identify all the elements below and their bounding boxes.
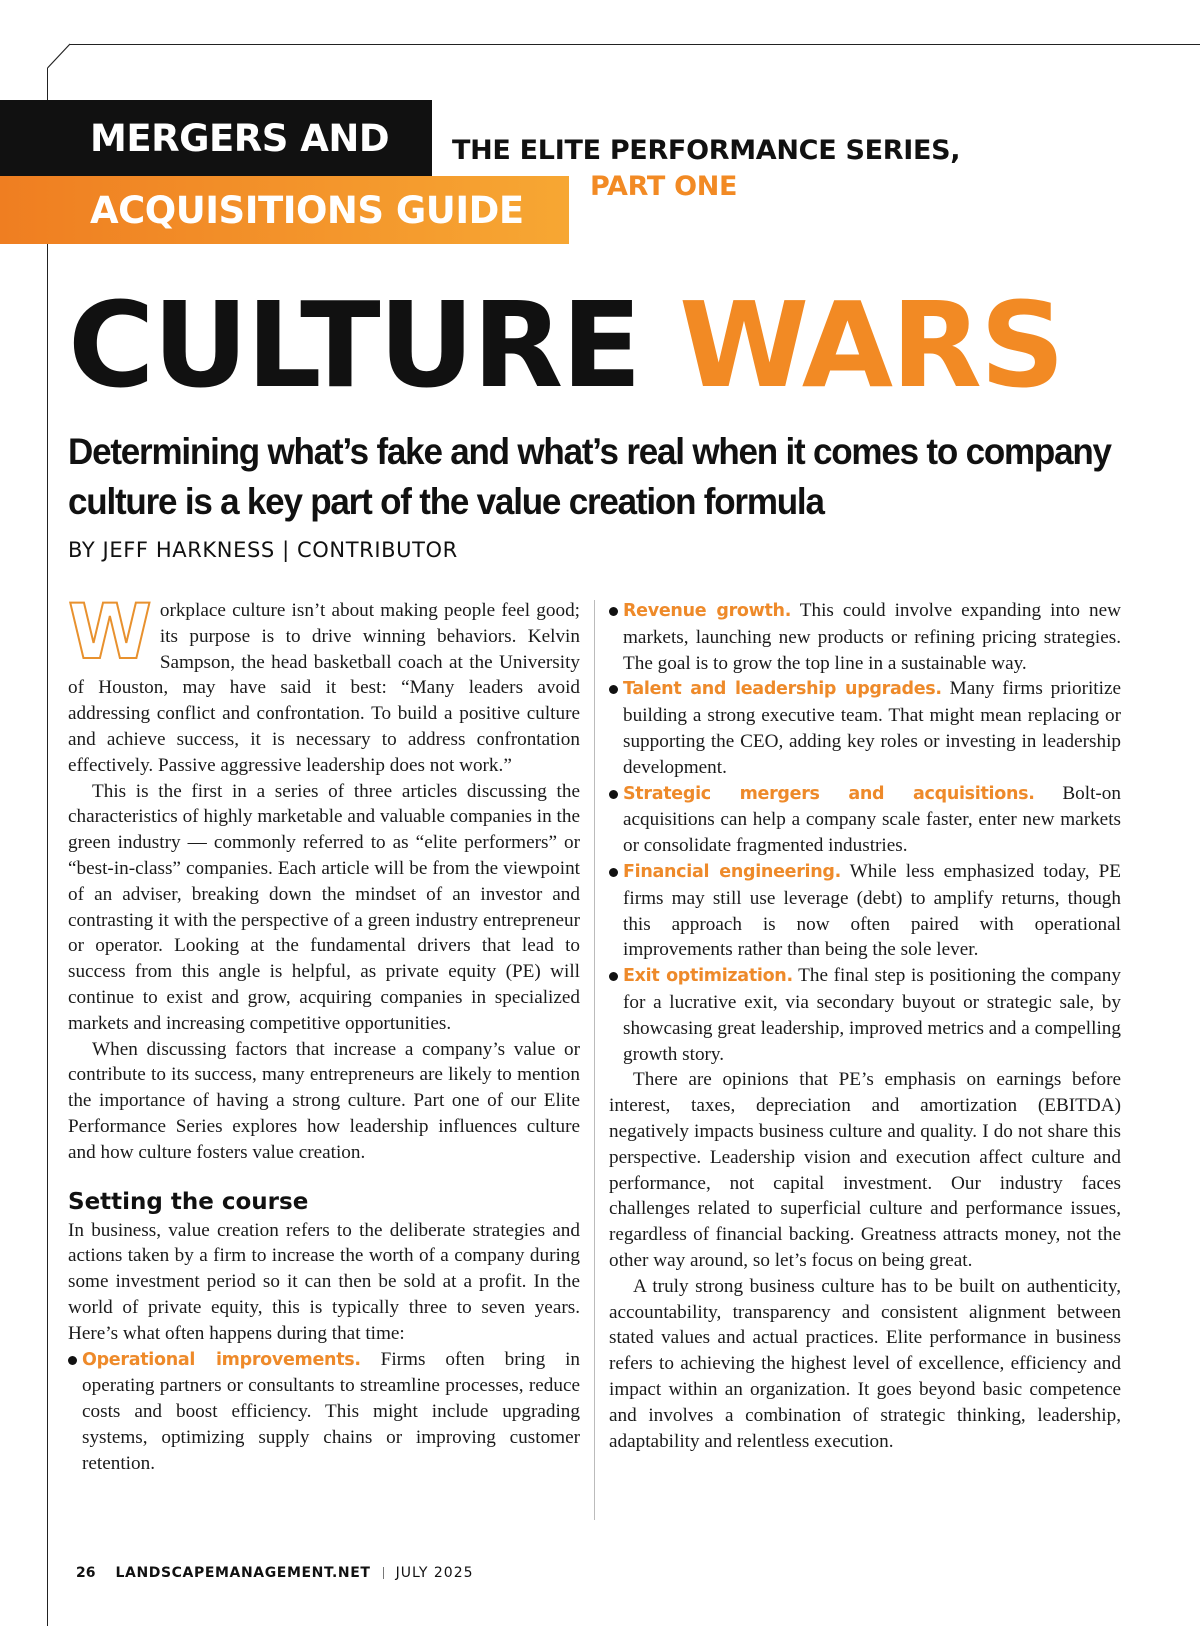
bullet-lead: Exit optimization. — [623, 966, 793, 987]
bullet-lead: Revenue growth. — [623, 601, 792, 621]
intro-paragraph — [68, 587, 580, 779]
frame-top-rule — [70, 44, 1200, 45]
bullet-dot-icon — [609, 607, 618, 616]
bullet-item — [609, 781, 1121, 859]
body-paragraph: This is the first in a series of three articles discussing the characteristics of highly marketable and valuable companies in the green industry — commonly referred to as “elite performers” or “best-in-class” companies. Each article will be from the viewpoint of an adviser, breaking down the mindset of an investor and contrasting it with the perspective of a green industry entrepreneur or operator. Looking at the fundamental drivers that lead to success from this angle is helpful, as private equity (PE) will continue to exist and grow, acquiring companies in specialized markets and increasing competitive opportunities. — [68, 780, 580, 1034]
column-divider — [594, 600, 595, 1520]
bullet-item — [609, 963, 1121, 1067]
bullet-text: This could involve expanding into new markets, launching new products or refining pricing strategies. The goal is to grow the top line in a sustainable way. — [623, 600, 1121, 674]
bullet-dot-icon — [68, 1356, 77, 1365]
headline-orange-word: WARS — [678, 276, 1063, 414]
bullet-dot-icon — [609, 972, 618, 981]
body-paragraph: There are opinions that PE’s emphasis on earnings before interest, taxes, depreciation and amortization (EBITDA) negatively impacts business culture and quality. I do not share this perspective. Leadership vision and execution affect culture and performance, not capital investment. Our industry faces challenges related to superficial culture and performance issues, regardless of financial backing. Greatness attracts money, not the other way around, so let’s focus on being great. — [609, 1069, 1121, 1271]
body-paragraph: In business, value creation refers to the deliberate strategies and actions taken by a firm to increase the worth of a company during some investment period so it can then be sold at a profit. In the world of private equity, this is typically three to seven years. Here’s what often happens during that time: — [68, 1219, 580, 1344]
bullet-text: While less emphasized today, PE firms may still use leverage (debt) to amplify returns, though this approach is now often paired with operational improvements rather than being the sole lever. — [623, 860, 1121, 961]
article-deck: Determining what’s fake and what’s real when it comes to company culture is a key part of the value creation formula — [68, 431, 1111, 523]
bullet-item — [609, 859, 1121, 963]
left-column — [68, 587, 580, 1477]
bullet-lead: Talent and leadership upgrades. — [623, 679, 942, 700]
headline-black-word: CULTURE — [68, 276, 640, 414]
body-paragraph: When discussing factors that increase a company’s value or contribute to its success, many entrepreneurs are likely to mention the importance of having a strong culture. Part one of our Elite Performance Series explores how leadership influences culture and how culture fosters value creation. — [68, 1038, 580, 1163]
article-byline: BY JEFF HARKNESS | CONTRIBUTOR — [68, 538, 458, 562]
bullet-text: Many firms prioritize building a strong executive team. That might mean replacing or supporting the CEO, adding key roles or investing in leadership development. — [623, 678, 1122, 778]
publication-site: LANDSCAPEMANAGEMENT.NET — [115, 1565, 371, 1581]
footer-separator — [383, 1567, 384, 1579]
bullet-item — [609, 676, 1121, 780]
frame-left-rule — [47, 68, 48, 1626]
bullet-text: The final step is positioning the company for a lucrative exit, via secondary buyout or strategic sale, by showcasing great leadership, improved metrics and a compelling growth story. — [623, 965, 1121, 1065]
guide-title-line1: MERGERS AND — [90, 117, 390, 160]
frame-corner-bevel — [40, 30, 80, 70]
bullet-dot-icon — [609, 790, 618, 799]
bullet-item — [609, 598, 1121, 676]
issue-date: JULY 2025 — [395, 1565, 474, 1581]
bullet-dot-icon — [609, 868, 618, 877]
right-column — [609, 598, 1121, 1454]
bullet-list — [609, 598, 1121, 1067]
guide-title-line2: ACQUISITIONS GUIDE — [90, 189, 524, 232]
intro-text: orkplace culture isn’t about making people feel good; its purpose is to drive winning behaviors. Kelvin Sampson, the head basketball coach at the University of Houston, may have said it best: “Many leaders avoid addressing conflict and confrontation. To build a positive culture and achieve success, it is necessary to address confrontation effectively. Passive aggressive leadership does not work.” — [68, 600, 580, 776]
bullet-lead: Financial engineering. — [623, 861, 841, 882]
page-footer — [76, 1565, 474, 1581]
bullet-lead: Operational improvements. — [82, 1349, 361, 1370]
page-number: 26 — [76, 1565, 96, 1581]
guide-band-black — [0, 100, 432, 176]
series-title: THE ELITE PERFORMANCE SERIES, — [452, 135, 961, 166]
bullet-text: Bolt-on acquisitions can help a company scale faster, enter new markets or consolidate fragmented industries. — [623, 782, 1121, 857]
bullet-item — [68, 1347, 580, 1477]
guide-band-orange — [0, 176, 569, 244]
body-paragraph: A truly strong business culture has to be built on authenticity, accountability, transparency and consistent alignment between stated values and actual practices. Elite performance in business refers to achieving the highest level of excellence, efficiency and impact within an organization. It goes beyond basic competence and involves a combination of strategic thinking, leadership, adaptability and relentless execution. — [609, 1275, 1121, 1452]
section-subhead: Setting the course — [68, 1188, 309, 1215]
bullet-lead: Strategic mergers and acquisitions. — [623, 783, 1035, 804]
drop-cap: W — [68, 587, 150, 676]
bullet-text: Firms often bring in operating partners or consultants to streamline processes, reduce costs and boost efficiency. This might include upgrading systems, optimizing supply chains or improving customer retention. — [82, 1348, 580, 1474]
bullet-list — [68, 1347, 580, 1477]
bullet-dot-icon — [609, 685, 618, 694]
article-headline — [68, 276, 1063, 414]
series-part: PART ONE — [590, 171, 738, 202]
